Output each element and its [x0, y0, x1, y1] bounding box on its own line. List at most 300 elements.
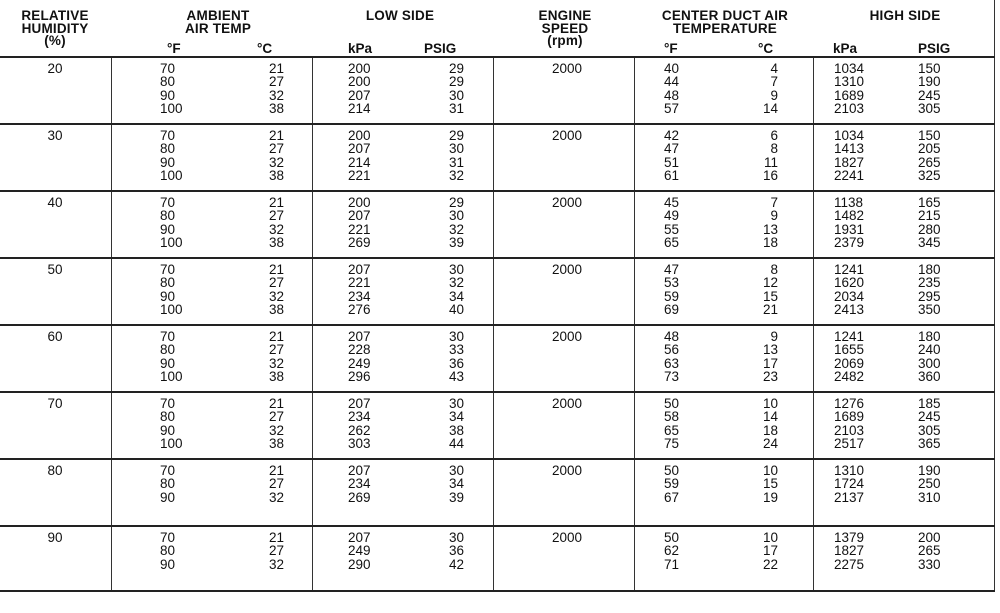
subheader-low-kpa: kPa: [348, 41, 373, 56]
low-kpa-value: 262: [348, 422, 371, 438]
high-psig-value: 250: [918, 476, 941, 492]
low-kpa-column: [348, 464, 388, 504]
high-kpa-value: 1931: [834, 221, 865, 237]
high-psig-column: [918, 464, 956, 504]
ambient-f-value: 80: [160, 74, 176, 90]
high-kpa-value: 2103: [834, 101, 865, 117]
low-psig-value: 36: [448, 543, 464, 559]
duct-c-value: 16: [762, 168, 778, 184]
header-humidity-line: HUMIDITY: [21, 20, 89, 36]
duct-f-value: 50: [664, 396, 680, 411]
high-kpa-value: 2482: [834, 369, 865, 385]
high-kpa-value: 2275: [834, 556, 865, 572]
engine-speed-value: 2000: [551, 128, 583, 143]
ambient-c-value: 21: [268, 396, 284, 411]
ambient-f-value: 80: [160, 543, 176, 559]
low-psig-value: 30: [448, 396, 464, 411]
high-psig-value: 185: [918, 396, 941, 411]
low-kpa-value: 214: [348, 101, 371, 117]
duct-c-value: 15: [762, 476, 778, 492]
duct-c-value: 19: [762, 489, 778, 505]
duct-f-value: 62: [664, 543, 680, 559]
ambient-c-column: [240, 464, 284, 504]
ambient-f-value: 100: [160, 369, 183, 385]
ambient-c-value: 27: [268, 342, 284, 358]
high-kpa-value: 2379: [834, 235, 865, 251]
duct-c-value: 18: [762, 235, 778, 251]
ambient-c-value: 21: [268, 128, 284, 143]
high-psig-value: 190: [918, 74, 941, 90]
high-kpa-value: 2517: [834, 436, 865, 452]
subheader-duct-f: °F: [664, 41, 678, 56]
ambient-c-value: 27: [268, 275, 284, 291]
high-kpa-value: 2137: [834, 489, 865, 505]
high-kpa-value: 2034: [834, 288, 865, 304]
duct-f-value: 40: [664, 61, 680, 76]
ambient-c-value: 27: [268, 208, 284, 224]
ambient-f-value: 90: [160, 221, 176, 237]
ambient-f-value: 80: [160, 409, 176, 425]
duct-f-value: 59: [664, 476, 680, 492]
duct-c-column: [742, 196, 778, 250]
ambient-c-value: 38: [268, 101, 284, 117]
ambient-f-column: [160, 62, 200, 116]
duct-c-value: 9: [770, 208, 778, 224]
ambient-c-value: 21: [268, 195, 284, 210]
duct-c-value: 24: [762, 436, 778, 452]
duct-c-column: [742, 263, 778, 317]
low-psig-value: 31: [448, 154, 464, 170]
duct-f-column: [664, 263, 694, 317]
low-kpa-value: 221: [348, 168, 371, 184]
ambient-f-value: 80: [160, 141, 176, 157]
high-psig-value: 245: [918, 87, 941, 103]
header-engine-line: (rpm): [547, 33, 583, 48]
high-psig-column: [918, 196, 956, 250]
low-psig-value: 32: [448, 221, 464, 237]
low-psig-column: [430, 129, 464, 183]
duct-f-value: 56: [664, 342, 680, 358]
low-kpa-value: 207: [348, 208, 371, 224]
ambient-c-value: 32: [268, 154, 284, 170]
high-kpa-value: 1310: [834, 463, 865, 478]
low-psig-column: [430, 531, 464, 571]
low-psig-column: [430, 263, 464, 317]
duct-c-value: 7: [770, 74, 778, 90]
low-kpa-value: 207: [348, 87, 371, 103]
low-kpa-value: 228: [348, 342, 371, 358]
ambient-c-value: 27: [268, 141, 284, 157]
high-psig-column: [918, 531, 956, 571]
high-kpa-value: 1310: [834, 74, 865, 90]
ambient-f-value: 80: [160, 275, 176, 291]
ambient-c-value: 38: [268, 168, 284, 184]
ambient-f-value: 70: [160, 262, 176, 277]
duct-f-column: [664, 397, 694, 451]
low-psig-value: 34: [448, 476, 464, 492]
ambient-c-value: 32: [268, 288, 284, 304]
ambient-f-value: 90: [160, 87, 176, 103]
low-kpa-value: 221: [348, 275, 371, 291]
high-kpa-value: 2413: [834, 302, 865, 318]
low-kpa-value: 276: [348, 302, 371, 318]
high-kpa-value: 1827: [834, 154, 865, 170]
ambient-f-value: 70: [160, 195, 176, 210]
duct-f-value: 49: [664, 208, 680, 224]
low-psig-value: 30: [448, 208, 464, 224]
ambient-f-value: 90: [160, 556, 176, 572]
header-humidity: [0, 10, 110, 48]
engine-speed-value: 2000: [551, 396, 583, 411]
low-psig-column: [430, 196, 464, 250]
humidity-value: 90: [47, 530, 63, 545]
ambient-c-value: 27: [268, 74, 284, 90]
header-ambient-line: AMBIENT: [186, 8, 250, 23]
header-ambient-line: AIR TEMP: [184, 20, 252, 36]
low-psig-value: 30: [448, 329, 464, 344]
high-psig-value: 180: [918, 262, 941, 277]
low-psig-value: 36: [448, 355, 464, 371]
low-kpa-value: 249: [348, 543, 371, 559]
high-kpa-value: 1241: [834, 329, 865, 344]
ambient-c-value: 32: [268, 87, 284, 103]
ambient-f-column: [160, 330, 200, 384]
ambient-c-value: 32: [268, 221, 284, 237]
duct-c-value: 9: [770, 87, 778, 103]
duct-c-column: [742, 129, 778, 183]
subheader-amb-c: °C: [257, 41, 273, 56]
low-psig-value: 44: [448, 436, 464, 452]
high-psig-value: 200: [918, 530, 941, 545]
subheader-high-kpa: kPa: [833, 41, 858, 56]
low-kpa-column: [348, 62, 388, 116]
duct-c-value: 9: [770, 329, 778, 344]
row-rule: [0, 525, 995, 527]
duct-f-value: 63: [664, 355, 680, 371]
duct-f-value: 50: [664, 463, 680, 478]
high-kpa-value: 1379: [834, 530, 865, 545]
header-humidity-line: RELATIVE: [21, 8, 89, 23]
high-kpa-value: 1034: [834, 128, 865, 143]
ambient-f-value: 70: [160, 530, 176, 545]
engine-speed-value: 2000: [551, 329, 583, 344]
low-psig-value: 33: [448, 342, 464, 358]
duct-c-column: [742, 62, 778, 116]
ambient-c-value: 38: [268, 369, 284, 385]
header-high-side: HIGH SIDE: [869, 8, 941, 23]
ambient-c-value: 27: [268, 409, 284, 425]
row-rule: [0, 458, 995, 460]
high-kpa-value: 2103: [834, 422, 865, 438]
high-psig-value: 345: [918, 235, 941, 251]
ambient-f-value: 100: [160, 101, 183, 117]
row-rule: [0, 56, 995, 58]
high-psig-value: 165: [918, 195, 941, 210]
low-kpa-value: 290: [348, 556, 371, 572]
header-duct-temp: [640, 10, 810, 35]
low-psig-value: 29: [448, 74, 464, 90]
duct-f-value: 50: [664, 530, 680, 545]
low-psig-value: 34: [448, 288, 464, 304]
duct-c-value: 22: [762, 556, 778, 572]
high-kpa-value: 1413: [834, 141, 865, 157]
duct-c-column: [742, 330, 778, 384]
high-kpa-column: [834, 397, 878, 451]
low-psig-value: 30: [448, 141, 464, 157]
high-kpa-column: [834, 464, 878, 504]
ambient-c-value: 38: [268, 436, 284, 452]
duct-f-column: [664, 330, 694, 384]
duct-f-value: 58: [664, 409, 680, 425]
low-psig-value: 29: [448, 128, 464, 143]
ambient-c-value: 21: [268, 61, 284, 76]
duct-c-value: 18: [762, 422, 778, 438]
high-kpa-value: 1138: [834, 195, 864, 210]
high-psig-value: 245: [918, 409, 941, 425]
duct-c-value: 17: [762, 543, 778, 559]
low-psig-value: 39: [448, 489, 464, 505]
ambient-f-value: 70: [160, 329, 176, 344]
duct-c-value: 15: [762, 288, 778, 304]
ambient-f-value: 90: [160, 422, 176, 438]
ambient-c-value: 32: [268, 355, 284, 371]
high-psig-value: 265: [918, 543, 941, 559]
high-psig-column: [918, 397, 956, 451]
row-rule: [0, 391, 995, 393]
duct-c-value: 12: [762, 275, 778, 291]
high-psig-column: [918, 263, 956, 317]
duct-c-value: 14: [762, 409, 778, 425]
high-kpa-value: 1276: [834, 396, 865, 411]
ambient-f-value: 100: [160, 436, 183, 452]
row-rule: [0, 324, 995, 326]
ambient-c-column: [240, 129, 284, 183]
header-engine-line: SPEED: [541, 20, 589, 36]
low-psig-column: [430, 397, 464, 451]
duct-f-value: 51: [664, 154, 680, 170]
duct-f-value: 57: [664, 101, 680, 117]
high-kpa-value: 2241: [834, 168, 865, 184]
ambient-f-value: 70: [160, 396, 176, 411]
ambient-f-column: [160, 196, 200, 250]
duct-f-value: 48: [664, 87, 680, 103]
ambient-f-value: 100: [160, 235, 183, 251]
low-kpa-value: 249: [348, 355, 371, 371]
duct-f-value: 55: [664, 221, 680, 237]
ambient-f-column: [160, 263, 200, 317]
duct-c-column: [742, 531, 778, 571]
high-psig-value: 190: [918, 463, 941, 478]
high-psig-value: 305: [918, 422, 941, 438]
engine-speed-value: 2000: [551, 61, 583, 76]
ambient-f-value: 90: [160, 288, 176, 304]
row-rule: [0, 590, 995, 592]
high-kpa-value: 1827: [834, 543, 865, 559]
high-kpa-value: 1482: [834, 208, 865, 224]
duct-f-value: 67: [664, 489, 680, 505]
low-kpa-value: 296: [348, 369, 371, 385]
low-kpa-column: [348, 330, 388, 384]
ambient-c-value: 38: [268, 302, 284, 318]
ambient-f-value: 80: [160, 208, 176, 224]
low-psig-value: 38: [448, 422, 464, 438]
ambient-c-value: 32: [268, 422, 284, 438]
ambient-f-value: 90: [160, 355, 176, 371]
low-kpa-column: [348, 531, 388, 571]
low-kpa-value: 207: [348, 396, 371, 411]
ambient-f-value: 80: [160, 342, 176, 358]
duct-c-value: 21: [762, 302, 778, 318]
duct-f-value: 61: [664, 168, 680, 184]
high-psig-column: [918, 330, 956, 384]
low-psig-column: [430, 464, 464, 504]
low-kpa-value: 200: [348, 74, 371, 90]
low-psig-value: 40: [448, 302, 464, 318]
duct-f-value: 45: [664, 195, 680, 210]
low-kpa-value: 234: [348, 288, 371, 304]
low-psig-value: 30: [448, 262, 464, 277]
ambient-c-value: 32: [268, 489, 284, 505]
duct-f-value: 75: [664, 436, 680, 452]
duct-f-column: [664, 531, 694, 571]
ambient-f-value: 100: [160, 302, 183, 318]
duct-c-value: 14: [762, 101, 778, 117]
ambient-c-column: [240, 531, 284, 571]
duct-f-value: 47: [664, 262, 680, 277]
duct-f-column: [664, 129, 694, 183]
duct-c-value: 23: [762, 369, 778, 385]
high-psig-value: 240: [918, 342, 941, 358]
ambient-f-value: 70: [160, 61, 176, 76]
engine-speed-value: 2000: [551, 262, 583, 277]
high-kpa-value: 1620: [834, 275, 865, 291]
duct-f-value: 42: [664, 128, 680, 143]
duct-c-value: 11: [763, 154, 778, 170]
humidity-value: 80: [47, 463, 63, 478]
low-psig-column: [430, 62, 464, 116]
duct-c-value: 6: [770, 128, 778, 143]
high-psig-value: 205: [918, 141, 941, 157]
low-kpa-column: [348, 263, 388, 317]
low-kpa-value: 200: [348, 128, 371, 143]
duct-f-value: 73: [664, 369, 680, 385]
ambient-c-column: [240, 263, 284, 317]
ambient-f-column: [160, 464, 200, 504]
high-psig-value: 330: [918, 556, 941, 572]
duct-f-value: 48: [664, 329, 680, 344]
low-psig-value: 42: [448, 556, 464, 572]
low-psig-value: 30: [448, 530, 464, 545]
high-psig-value: 300: [918, 355, 941, 371]
humidity-value: 40: [47, 195, 63, 210]
humidity-value: 20: [47, 61, 63, 76]
duct-f-value: 53: [664, 275, 680, 291]
low-psig-value: 32: [448, 168, 464, 184]
subheader-amb-f: °F: [167, 41, 181, 56]
duct-c-value: 13: [762, 342, 778, 358]
ambient-c-value: 21: [268, 329, 284, 344]
ambient-c-value: 27: [268, 476, 284, 492]
ambient-c-value: 32: [268, 556, 284, 572]
low-kpa-value: 207: [348, 329, 371, 344]
row-rule: [0, 257, 995, 259]
row-rule: [0, 190, 995, 192]
column-rule: [994, 0, 995, 592]
high-psig-value: 360: [918, 369, 941, 385]
humidity-value: 30: [47, 128, 63, 143]
duct-f-value: 47: [664, 141, 680, 157]
low-psig-value: 31: [448, 101, 464, 117]
duct-c-column: [742, 464, 778, 504]
duct-c-value: 4: [770, 61, 778, 76]
high-psig-value: 280: [918, 221, 941, 237]
high-psig-value: 325: [918, 168, 941, 184]
high-kpa-value: 1689: [834, 409, 865, 425]
engine-speed-value: 2000: [551, 195, 583, 210]
low-psig-value: 34: [448, 409, 464, 425]
ambient-c-value: 21: [268, 262, 284, 277]
duct-c-value: 8: [770, 262, 778, 277]
ambient-c-value: 27: [268, 543, 284, 559]
engine-speed-value: 2000: [551, 530, 583, 545]
high-psig-value: 265: [918, 154, 941, 170]
header-ambient: [158, 10, 278, 35]
duct-c-value: 8: [770, 141, 778, 157]
low-psig-value: 43: [448, 369, 464, 385]
humidity-value: 50: [47, 262, 63, 277]
ambient-f-column: [160, 129, 200, 183]
high-psig-value: 150: [918, 128, 941, 143]
low-kpa-value: 214: [348, 154, 371, 170]
duct-f-value: 69: [664, 302, 680, 318]
ambient-f-column: [160, 531, 200, 571]
low-psig-value: 32: [448, 275, 464, 291]
row-rule: [0, 123, 995, 125]
ambient-c-value: 21: [268, 463, 284, 478]
header-duct-line: CENTER DUCT AIR: [661, 8, 789, 23]
duct-f-value: 44: [664, 74, 680, 90]
low-kpa-column: [348, 196, 388, 250]
header-engine-line: ENGINE: [538, 8, 592, 23]
duct-f-column: [664, 196, 694, 250]
high-psig-value: 365: [918, 436, 941, 452]
high-kpa-column: [834, 263, 878, 317]
ambient-f-value: 100: [160, 168, 183, 184]
subheader-duct-c: °C: [758, 41, 774, 56]
low-psig-value: 30: [448, 463, 464, 478]
header-low-side: LOW SIDE: [365, 8, 435, 23]
header-humidity-line: (%): [44, 33, 66, 48]
duct-c-value: 10: [762, 530, 778, 545]
low-psig-value: 39: [448, 235, 464, 251]
ambient-f-column: [160, 397, 200, 451]
ambient-c-value: 38: [268, 235, 284, 251]
humidity-value: 60: [47, 329, 63, 344]
high-psig-column: [918, 129, 956, 183]
low-kpa-column: [348, 129, 388, 183]
ambient-f-value: 90: [160, 154, 176, 170]
high-psig-value: 150: [918, 61, 941, 76]
duct-c-column: [742, 397, 778, 451]
low-kpa-value: 207: [348, 262, 371, 277]
high-kpa-column: [834, 62, 878, 116]
humidity-value: 70: [47, 396, 63, 411]
low-kpa-value: 221: [348, 221, 371, 237]
ambient-c-column: [240, 330, 284, 384]
high-psig-column: [918, 62, 956, 116]
subheader-high-psig: PSIG: [918, 41, 951, 56]
ambient-f-value: 70: [160, 128, 176, 143]
